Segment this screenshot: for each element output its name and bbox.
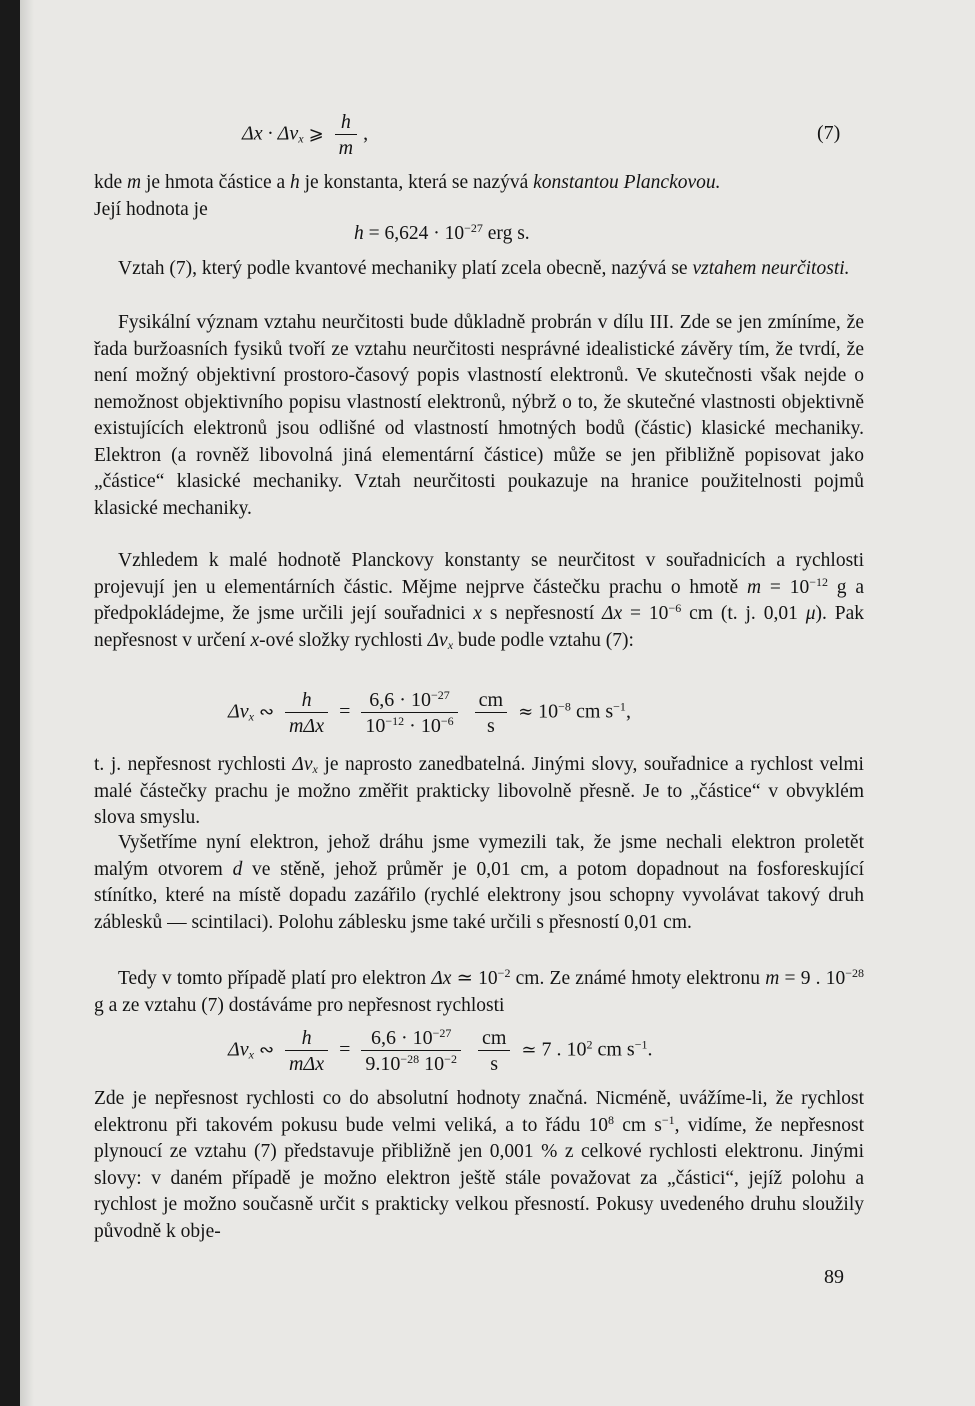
den: s bbox=[486, 715, 495, 737]
formula-dust-velocity bbox=[228, 690, 631, 736]
text: = 9 . 10 bbox=[779, 968, 846, 989]
exponent: −27 bbox=[464, 221, 483, 235]
subscript: x bbox=[447, 637, 454, 652]
text: , vidíme, že nepřesnost plynoucí ze vztahu (7) představuje přibližně jen 0,001 % z celkové rychlosti elektronu. Jinými slovy: v daném případě je možno elektron ještě stále považovat za „částici“, jejíž polohu a rychlost je možno současně určit s prakticky velkou přesností. Pokusy uvedeného druhu sloužily původně k obje- bbox=[94, 1114, 864, 1242]
num: 6,6 · 10 bbox=[369, 689, 431, 711]
text: ≃ 10 bbox=[451, 968, 498, 989]
var-dx: Δx bbox=[431, 968, 452, 989]
unit: cm s bbox=[592, 1038, 635, 1061]
subscript: x bbox=[312, 762, 318, 776]
page-number: 89 bbox=[824, 1266, 844, 1288]
subscript: x bbox=[248, 1047, 254, 1062]
exponent: −1 bbox=[661, 1112, 675, 1127]
text: Vyšetříme nyní elektron, jehož dráhu jsme vymezili tak, že jsme nechali elektron proletět malým otvorem bbox=[94, 832, 864, 880]
exponent: −12 bbox=[385, 714, 405, 728]
exponent: −1 bbox=[634, 1037, 648, 1052]
text: cm s bbox=[613, 1114, 662, 1136]
text: = 10 bbox=[761, 576, 810, 598]
var-m: m bbox=[746, 576, 762, 598]
text: Vztah (7), který podle kvantové mechaniky platí zcela obecně, nazývá se bbox=[118, 258, 693, 279]
fraction-h-mdx bbox=[285, 690, 328, 736]
exponent: −6 bbox=[440, 714, 454, 728]
exponent: −6 bbox=[668, 601, 682, 615]
exponent: 8 bbox=[607, 1112, 614, 1127]
formula7-tail: , bbox=[363, 122, 369, 145]
unit: cm s bbox=[570, 700, 614, 723]
var-mu: μ bbox=[805, 603, 816, 624]
lhs: Δv bbox=[228, 700, 249, 723]
fraction-numeric bbox=[361, 690, 457, 736]
exponent: −28 bbox=[845, 966, 865, 980]
formula-electron-velocity bbox=[228, 1028, 652, 1074]
approx: ≈ bbox=[518, 701, 534, 723]
var-dv: Δv bbox=[292, 754, 313, 775]
text: s nepřesností bbox=[481, 603, 603, 624]
fraction-h-mdx bbox=[285, 1028, 328, 1074]
approx: ≃ bbox=[521, 1039, 537, 1061]
formula7-num: h bbox=[335, 112, 357, 135]
equals: = bbox=[339, 1038, 351, 1061]
sim: ∾ bbox=[258, 1039, 275, 1061]
exponent: −8 bbox=[558, 699, 571, 714]
exponent: −1 bbox=[613, 699, 626, 714]
exponent: −2 bbox=[444, 1052, 457, 1066]
var-h: h bbox=[354, 223, 364, 244]
text: Tedy v tomto případě platí pro elektron bbox=[118, 968, 432, 989]
var-h: h bbox=[290, 172, 300, 193]
paragraph-vztah bbox=[94, 256, 864, 283]
num: h bbox=[285, 690, 328, 713]
den: · 10 bbox=[404, 715, 441, 737]
book-page bbox=[20, 0, 975, 1406]
var-x: x bbox=[473, 603, 482, 624]
den: 9.10 bbox=[365, 1053, 401, 1075]
text: cm (t. j. 0,01 bbox=[681, 603, 806, 624]
text: ). Pak nepřesnost v určení bbox=[94, 603, 865, 651]
formula7-fraction bbox=[335, 112, 357, 158]
paragraph-hmota bbox=[94, 170, 864, 223]
equation-number-7: (7) bbox=[817, 122, 841, 144]
paragraph-zanedbatelna bbox=[94, 752, 864, 832]
exponent: 2 bbox=[586, 1037, 593, 1052]
equals: = bbox=[339, 700, 351, 723]
paragraph-tedy bbox=[94, 966, 864, 1019]
den: 10 bbox=[419, 1053, 445, 1075]
formula-planck-value bbox=[354, 221, 530, 244]
unit: erg s. bbox=[482, 223, 530, 244]
text: Zde je nepřesnost rychlosti co do absolutní hodnoty značná. Nicméně, uvážíme-li, že rychlost elektronu při takovém pokusu bude velmi veliká, a to řádu 10 bbox=[94, 1088, 864, 1136]
term-planck: konstantou Planckovou. bbox=[533, 172, 721, 193]
num: h bbox=[285, 1028, 328, 1051]
term-uncertainty: vztahem neurčitosti. bbox=[692, 258, 850, 279]
formula7-rel: ⩾ bbox=[308, 123, 324, 145]
den: mΔx bbox=[289, 1053, 325, 1075]
exponent: −27 bbox=[432, 1026, 452, 1040]
text: kde bbox=[94, 172, 128, 193]
text: je konstanta, která se nazývá bbox=[299, 172, 534, 193]
text: cm. Ze známé hmoty elektronu bbox=[510, 968, 766, 989]
text: Fysikální význam vztahu neurčitosti bude důkladně probrán v dílu III. Zde se jen zmíníme, že řada buržoasních fysiků tvoří ze vztahu neurčitosti nesprávné idealistické závěry tím, že tvrdí, že není možný objektivní prostoro-časový popis vlastností elektronů. Ve skutečnosti však nejde o nemožnost objektivního popisu vlastností elektronů, nýbrž o to, že skutečné vlastnosti objektivně existujících elektronů jsou odlišné od vlastností hmotných bodů (částic) klasické mechaniky. Elektron (a rovněž libovolná jiná elementární částice) může se jen přibližně popisovat jako „částice“ klasické mechaniky. Vztah neurčitosti poukazuje na hranice použitelnosti pojmů klasické mechaniky. bbox=[94, 312, 864, 519]
paragraph-elektron bbox=[94, 830, 864, 936]
den: s bbox=[490, 1053, 499, 1075]
num: cm bbox=[475, 690, 507, 713]
exponent: −12 bbox=[809, 574, 828, 589]
text: bude podle vztahu (7): bbox=[453, 629, 634, 651]
num: cm bbox=[478, 1028, 510, 1051]
exponent: −28 bbox=[400, 1052, 420, 1066]
var-m: m bbox=[765, 968, 780, 989]
paragraph-fysikalni bbox=[94, 310, 864, 522]
exponent: −2 bbox=[497, 966, 511, 980]
den: mΔx bbox=[289, 715, 325, 737]
var-dx: Δx bbox=[602, 603, 623, 624]
fraction-unit bbox=[475, 690, 507, 736]
result: 10 bbox=[538, 700, 559, 723]
var-x: x bbox=[250, 629, 260, 651]
var-dv: Δv bbox=[427, 629, 448, 651]
formula7-lhs: Δx · Δv bbox=[242, 122, 299, 145]
text: Vzhledem k malé hodnotě Planckovy konstanty se neurčitost v souřadnicích a rychlosti projevují jen u elementárních částic. Mějme nejprve částečku prachu o hmotě bbox=[94, 550, 864, 598]
text: t. j. nepřesnost rychlosti bbox=[94, 754, 293, 775]
text: g a předpokládejme, že jsme určili její souřadnici bbox=[94, 576, 865, 624]
paragraph-zde bbox=[94, 1086, 864, 1245]
formula-uncertainty bbox=[242, 112, 368, 158]
paragraph-prach bbox=[94, 548, 864, 654]
den: 10 bbox=[365, 715, 386, 737]
text: ve stěně, jehož průměr je 0,01 cm, a potom dopadnout na fosforeskující stínítko, které na místě dopadu zazářilo (rychlé elektrony jsou schopny vyvolávat takový druh záblesků — scintilaci). Polohu záblesku jsme také určili s přesností 0,01 cm. bbox=[94, 858, 864, 933]
sim: ∾ bbox=[258, 701, 275, 723]
fraction-unit bbox=[478, 1028, 510, 1074]
formula7-lhs-sub: x bbox=[298, 131, 304, 146]
tail: . bbox=[647, 1038, 653, 1061]
var-d: d bbox=[232, 858, 243, 880]
tail: , bbox=[625, 700, 631, 723]
text: g a ze vztahu (7) dostáváme pro nepřesnost rychlosti bbox=[94, 994, 505, 1016]
exponent: −27 bbox=[430, 688, 450, 702]
num: 6,6 · 10 bbox=[370, 1027, 433, 1049]
text: = 6,624 · 10 bbox=[363, 223, 465, 244]
text: je hmota částice a bbox=[141, 172, 291, 193]
text: = 10 bbox=[622, 603, 669, 624]
subscript: x bbox=[248, 709, 254, 724]
text: Její hodnota je bbox=[94, 198, 208, 220]
text: -ové složky rychlosti bbox=[259, 629, 428, 651]
fraction-numeric bbox=[361, 1028, 461, 1074]
text: je naprosto zanedbatelná. Jinými slovy, souřadnice a rychlost velmi malé částečky prachu je možno změřit prakticky libovolně přesně. Je to „částice“ v obvyklém slova smyslu. bbox=[94, 754, 864, 828]
var-m: m bbox=[127, 172, 142, 193]
lhs: Δv bbox=[228, 1038, 249, 1061]
formula7-den: m bbox=[338, 137, 354, 159]
result: 7 . 10 bbox=[541, 1038, 587, 1061]
